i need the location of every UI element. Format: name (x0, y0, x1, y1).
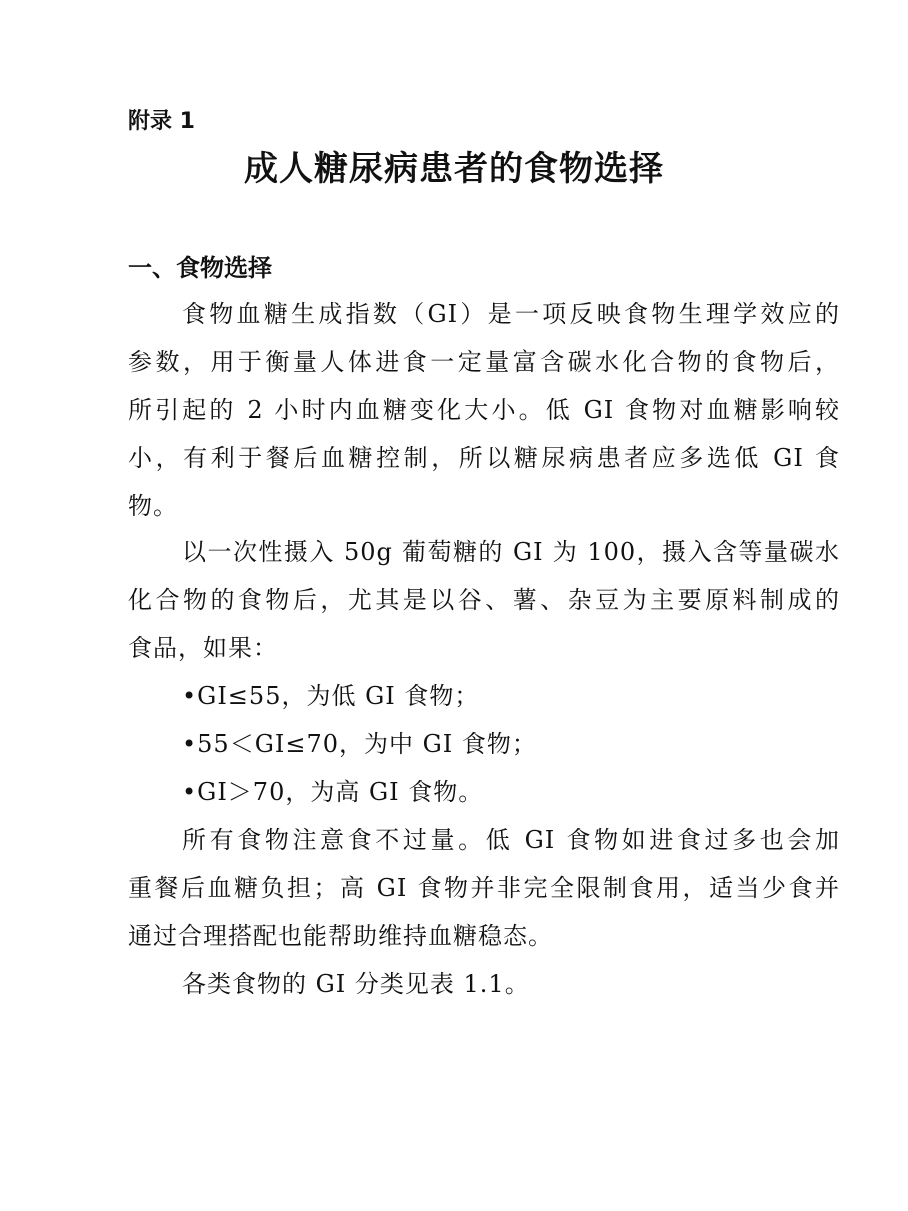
paragraph-table-reference (128, 960, 840, 1008)
list-item-high-gi: •GI＞70，为高 GI 食物。 (182, 778, 484, 806)
text-line: 所引起的 2 小时内血糖变化大小。低 GI 食物对血糖影响较 (128, 396, 840, 424)
list-item-medium-gi: •55＜GI≤70，为中 GI 食物； (182, 730, 537, 758)
text-line: 化合物的食物后，尤其是以谷、薯、杂豆为主要原料制成的 (128, 586, 840, 614)
list-item-low-gi: •GI≤55，为低 GI 食物； (182, 682, 480, 710)
text-line: 食物血糖生成指数（GI）是一项反映食物生理学效应的 (182, 300, 840, 328)
text-line: 通过合理搭配也能帮助维持血糖稳态。 (128, 922, 553, 950)
text-line: 各类食物的 GI 分类见表 1.1。 (182, 970, 530, 998)
text-line: 物。 (128, 492, 178, 520)
page-title: 成人糖尿病患者的食物选择 (244, 149, 664, 189)
paragraph-gi-reference (128, 528, 840, 672)
text-line: 以一次性摄入 50g 葡萄糖的 GI 为 100，摄入含等量碳水 (182, 538, 840, 566)
appendix-label: 附录 1 (128, 109, 195, 134)
text-line: 小，有利于餐后血糖控制，所以糖尿病患者应多选低 GI 食 (128, 444, 840, 472)
paragraph-portion-control (128, 816, 840, 960)
section-heading: 一、食物选择 (128, 254, 272, 282)
gi-category-list (128, 672, 840, 816)
text-line: 所有食物注意食不过量。低 GI 食物如进食过多也会加 (182, 826, 840, 854)
text-line: 参数，用于衡量人体进食一定量富含碳水化合物的食物后， (128, 348, 840, 376)
paragraph-gi-definition (128, 290, 840, 530)
text-line: 重餐后血糖负担；高 GI 食物并非完全限制食用，适当少食并 (128, 874, 840, 902)
text-line: 食品，如果： (128, 634, 278, 662)
